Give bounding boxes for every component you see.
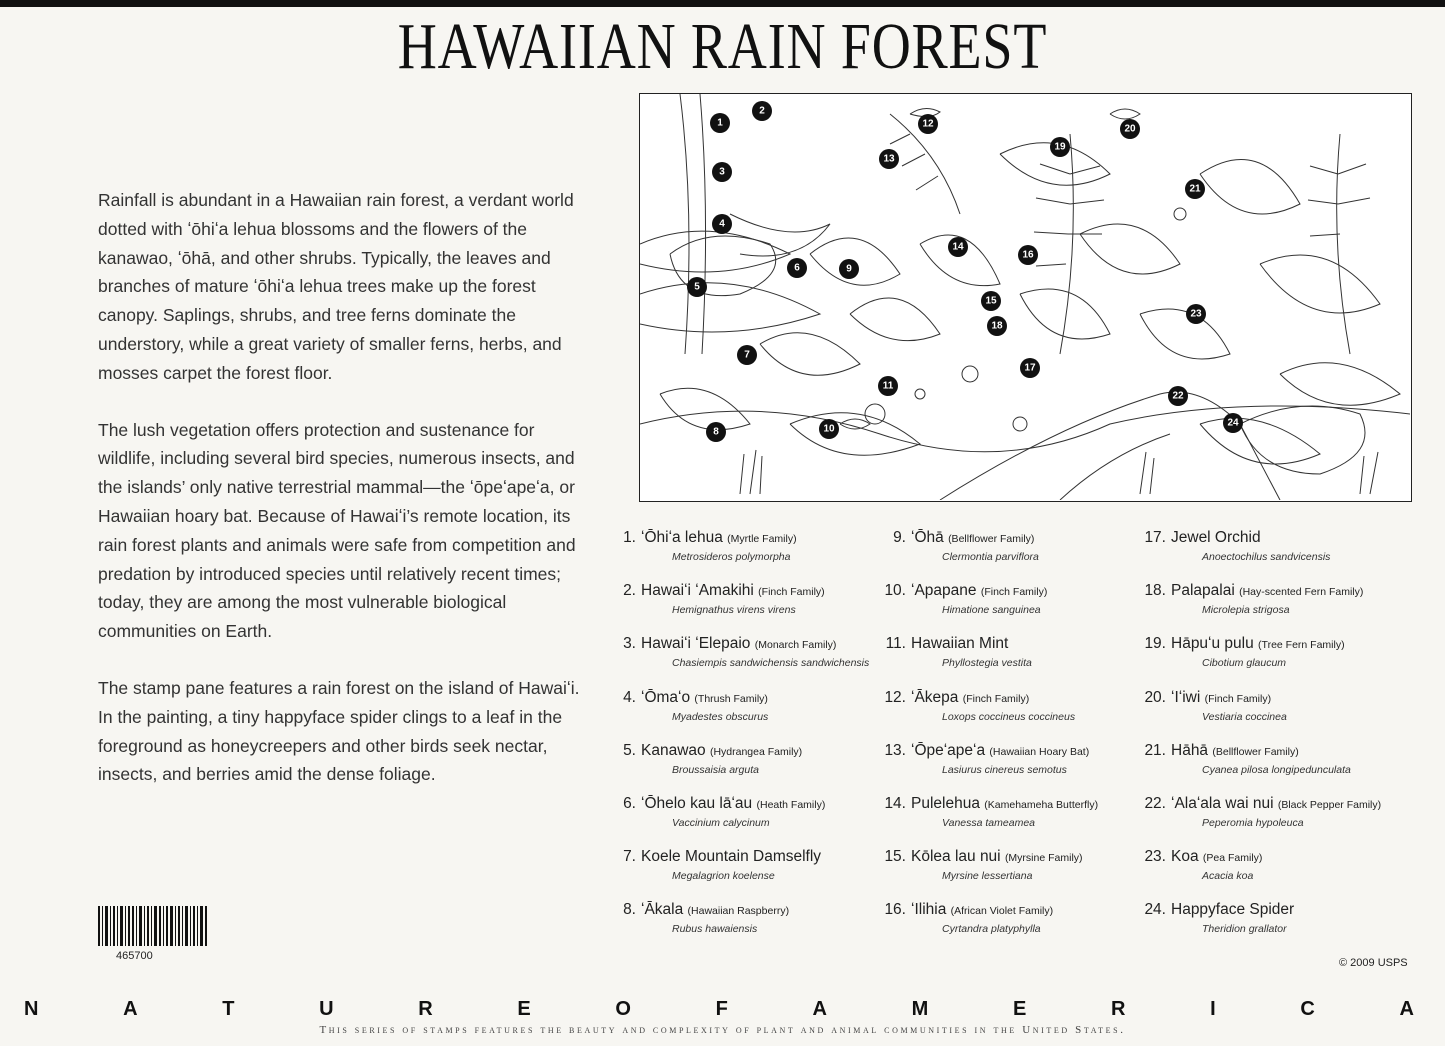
svg-text:23: 23 (1190, 308, 1202, 320)
marker-8 (706, 422, 726, 442)
legend-item (1130, 794, 1381, 847)
legend-name: Kanawao (641, 741, 706, 759)
legend-item (870, 794, 1098, 847)
marker-12 (918, 114, 938, 134)
svg-text:3: 3 (719, 166, 725, 178)
marker-24 (1223, 413, 1243, 433)
legend-latin: Theridion grallator (1202, 923, 1287, 936)
legend-name: Koele Mountain Damselfly (641, 848, 822, 866)
legend-latin: Lasiurus cinereus semotus (942, 763, 1067, 776)
series-letter: A (123, 998, 138, 1020)
legend-name: Hāpuʻu pulu (1171, 635, 1254, 653)
forest-line-drawing (640, 94, 1410, 500)
legend-family: (Monarch Family) (754, 639, 837, 652)
legend-item (870, 847, 1098, 900)
page-title: HAWAIIAN RAIN FOREST (397, 10, 1048, 83)
legend-family: (Hydrangea Family) (709, 745, 803, 758)
legend-item (600, 794, 869, 847)
legend-latin: Loxops coccineus coccineus (942, 710, 1076, 723)
series-letter: F (715, 998, 728, 1020)
series-letter: I (1210, 998, 1216, 1020)
series-letter: C (1300, 998, 1315, 1020)
intro-text (98, 186, 583, 817)
legend-number: 24. (1144, 901, 1166, 919)
marker-9 (839, 259, 859, 279)
legend-latin: Hemignathus virens virens (672, 604, 796, 617)
series-letter: M (911, 998, 929, 1020)
legend-latin: Cyanea pilosa longipedunculata (1202, 763, 1351, 776)
legend-family: (African Violet Family) (950, 905, 1054, 918)
marker-10 (819, 419, 839, 439)
legend-number: 16. (884, 901, 906, 919)
legend-latin: Broussaisia arguta (672, 763, 759, 776)
legend-latin: Acacia koa (1202, 870, 1254, 883)
marker-18 (987, 316, 1007, 336)
series-letter: A (1399, 998, 1414, 1020)
series-letter: A (812, 998, 827, 1020)
legend-number: 22. (1144, 794, 1166, 812)
legend-number: 18. (1144, 582, 1166, 600)
legend-latin: Myrsine lessertiana (942, 870, 1033, 883)
svg-text:18: 18 (991, 320, 1003, 332)
legend-name: ʻAlaʻala wai nui (1171, 794, 1274, 812)
svg-text:9: 9 (846, 263, 852, 275)
legend-latin: Vestiaria coccinea (1202, 710, 1287, 723)
intro-paragraph-1: Rainfall is abundant in a Hawaiian rain forest, a verdant world dotted with ʻōhiʻa lehua blossoms and the flowers of the kanawao, ʻōhā, and other shrubs. Typically, the leaves and branches of mature ʻōhiʻa lehua trees make up the forest canopy. Saplings, shrubs, and tree ferns dominate the understory, while a great variety of smaller ferns, herbs, and mosses carpet the forest floor. (98, 190, 574, 383)
legend-name: Happyface Spider (1171, 901, 1295, 919)
series-title (24, 998, 1414, 1021)
svg-text:13: 13 (883, 153, 895, 165)
legend-item (1130, 528, 1381, 581)
svg-text:11: 11 (882, 380, 894, 392)
legend-number: 3. (623, 635, 636, 653)
legend-latin: Anoectochilus sandvicensis (1202, 551, 1331, 563)
legend-column-1 (600, 528, 869, 954)
svg-text:14: 14 (952, 241, 964, 253)
svg-text:7: 7 (744, 349, 750, 361)
barcode-number: 465700 (116, 950, 153, 962)
legend-family: (Pea Family) (1202, 852, 1263, 865)
legend-item (1130, 741, 1381, 794)
marker-5 (687, 277, 707, 297)
legend-family: (Kamehameha Butterfly) (984, 798, 1099, 811)
svg-text:17: 17 (1024, 362, 1036, 374)
legend-number: 17. (1144, 529, 1166, 546)
legend-family: (Black Pepper Family) (1277, 798, 1382, 811)
svg-text:1: 1 (717, 117, 723, 129)
legend-name: ʻŌhelo kau lāʻau (641, 794, 753, 812)
svg-text:4: 4 (719, 218, 725, 230)
legend-number: 23. (1144, 848, 1166, 866)
top-border (0, 0, 1445, 7)
legend-number: 7. (623, 848, 636, 866)
legend-name: Palapalai (1171, 582, 1235, 600)
marker-4 (712, 214, 732, 234)
legend-name: Koa (1171, 848, 1199, 866)
marker-20 (1120, 119, 1140, 139)
series-letter: T (222, 998, 235, 1020)
legend-latin: Phyllostegia vestita (942, 657, 1032, 670)
series-letter: E (517, 998, 531, 1020)
legend-name: Hawaiian Mint (911, 635, 1009, 653)
svg-text:15: 15 (985, 295, 997, 307)
legend-name: ʻŌhā (911, 529, 944, 546)
series-letter: R (1111, 998, 1126, 1020)
svg-text:16: 16 (1022, 249, 1034, 261)
legend-name: Hāhā (1171, 741, 1209, 759)
legend-name: ʻĀkala (641, 901, 684, 919)
legend-name: Kōlea lau nui (911, 848, 1001, 866)
copyright-notice: © 2009 USPS (1339, 957, 1408, 969)
legend-number: 21. (1144, 741, 1166, 759)
series-letter: O (615, 998, 631, 1020)
marker-3 (712, 162, 732, 182)
legend-item (600, 900, 869, 953)
svg-text:19: 19 (1054, 141, 1066, 153)
legend-name: ʻĀkepa (911, 688, 959, 706)
marker-19 (1050, 137, 1070, 157)
legend-latin: Himatione sanguinea (942, 604, 1041, 617)
intro-paragraph-3: The stamp pane features a rain forest on the island of Hawaiʻi. In the painting, a tiny happyface spider clings to a leaf in the foreground as honeycreepers and other birds seek nectar, insects, and berries amid the dense foliage. (98, 677, 580, 785)
legend-number: 6. (623, 794, 636, 812)
legend-item (1130, 847, 1381, 900)
legend-name: Hawaiʻi ʻAmakihi (641, 582, 754, 600)
legend-item (870, 688, 1098, 741)
legend-family: (Finch Family) (980, 586, 1048, 599)
legend-number: 15. (884, 848, 906, 866)
legend-family: (Finch Family) (962, 692, 1030, 705)
legend-family: (Finch Family) (758, 586, 825, 599)
legend-latin: Cibotium glaucum (1202, 657, 1287, 670)
legend-number: 5. (623, 741, 636, 759)
series-letter: E (1013, 998, 1027, 1020)
legend-family: (Hay-scented Fern Family) (1239, 586, 1364, 599)
series-letter: N (24, 998, 39, 1020)
legend-family: (Hawaiian Raspberry) (687, 905, 790, 918)
legend-item (600, 528, 869, 581)
legend-number: 20. (1144, 688, 1166, 706)
legend-item (600, 688, 869, 741)
marker-11 (878, 376, 898, 396)
legend-number: 11. (885, 635, 906, 653)
legend-family: (Finch Family) (1204, 692, 1272, 705)
marker-22 (1168, 386, 1188, 406)
legend-item (870, 634, 1098, 687)
legend-item (1130, 688, 1381, 741)
legend-latin: Vaccinium calycinum (672, 816, 770, 829)
legend-item (1130, 581, 1381, 634)
legend-item (870, 741, 1098, 794)
marker-23 (1186, 304, 1206, 324)
legend-family: (Bellflower Family) (948, 533, 1035, 545)
legend-item (600, 847, 869, 900)
series-letter: R (418, 998, 433, 1020)
legend-latin: Peperomia hypoleuca (1202, 816, 1304, 829)
legend-number: 2. (623, 582, 636, 600)
legend-latin: Megalagrion koelense (672, 870, 775, 883)
legend-latin: Microlepia strigosa (1202, 604, 1290, 617)
legend-column-2 (870, 528, 1098, 954)
marker-17 (1020, 358, 1040, 378)
svg-text:21: 21 (1189, 183, 1201, 195)
svg-text:8: 8 (713, 426, 719, 438)
legend-latin: Cyrtandra platyphylla (942, 923, 1041, 936)
marker-7 (737, 345, 757, 365)
svg-text:5: 5 (694, 281, 700, 293)
series-tagline: This series of stamps features the beauty and complexity of plant and animal communities in the United States. (319, 1024, 1126, 1036)
legend-number: 8. (623, 901, 636, 919)
legend-name: Jewel Orchid (1171, 529, 1261, 546)
rain-forest-illustration (639, 93, 1412, 502)
legend-family: (Myrtle Family) (727, 533, 797, 545)
legend-latin: Metrosideros polymorpha (672, 551, 791, 563)
svg-text:10: 10 (823, 423, 835, 435)
legend-latin: Rubus hawaiensis (672, 923, 758, 936)
legend-name: ʻŌhiʻa lehua (641, 529, 723, 546)
legend-item (600, 634, 869, 687)
legend-number: 14. (884, 794, 906, 812)
marker-16 (1018, 245, 1038, 265)
legend-item (870, 528, 1098, 581)
legend-name: ʻIlihia (911, 901, 947, 919)
legend-latin: Chasiempis sandwichensis sandwichensis (672, 657, 870, 670)
svg-text:6: 6 (794, 262, 800, 274)
legend-number: 9. (893, 529, 906, 546)
legend-name: ʻŌmaʻo (641, 688, 691, 706)
legend-family: (Thrush Family) (694, 692, 768, 705)
legend-name: Pulelehua (911, 794, 980, 812)
marker-1 (710, 113, 730, 133)
legend-item (870, 581, 1098, 634)
legend-latin: Clermontia parviflora (942, 551, 1039, 563)
legend-name: Hawaiʻi ʻElepaio (641, 635, 751, 653)
barcode (98, 906, 208, 946)
legend-number: 1. (623, 529, 636, 546)
svg-text:22: 22 (1172, 390, 1184, 402)
legend-number: 13. (884, 741, 906, 759)
marker-14 (948, 237, 968, 257)
legend-family: (Heath Family) (756, 798, 826, 811)
marker-6 (787, 258, 807, 278)
legend-column-3 (1130, 528, 1381, 954)
marker-13 (879, 149, 899, 169)
svg-text:24: 24 (1227, 417, 1239, 429)
svg-text:20: 20 (1124, 123, 1136, 135)
legend-number: 12. (884, 688, 906, 706)
legend-latin: Vanessa tameamea (942, 816, 1035, 829)
legend-number: 10. (884, 582, 906, 600)
legend-family: (Bellflower Family) (1212, 745, 1299, 758)
legend-number: 19. (1144, 635, 1166, 653)
legend-family: (Hawaiian Hoary Bat) (989, 745, 1090, 758)
legend-family: (Myrsine Family) (1004, 852, 1083, 865)
series-letter: U (319, 998, 334, 1020)
legend-item (1130, 900, 1381, 953)
svg-text:12: 12 (922, 118, 934, 130)
legend-item (600, 581, 869, 634)
intro-paragraph-2: The lush vegetation offers protection and sustenance for wildlife, including several bird species, numerous insects, and the islands’ only native terrestrial mammal—the ʻōpeʻapeʻa, or Hawaiian hoary bat. Because of Hawaiʻi’s remote location, its rain forest plants and animals were safe from competition and predation by introduced species until relatively recent times; today, they are among the most vulnerable biological communities on Earth. (98, 419, 576, 642)
marker-2 (752, 101, 772, 121)
legend-name: ʻIʻiwi (1171, 688, 1201, 706)
legend-name: ʻŌpeʻapeʻa (911, 741, 986, 759)
legend-name: ʻApapane (911, 582, 977, 600)
svg-text:2: 2 (759, 105, 765, 117)
legend-item (870, 900, 1098, 953)
legend-item (600, 741, 869, 794)
legend-number: 4. (623, 688, 636, 706)
legend-latin: Myadestes obscurus (672, 710, 769, 723)
legend-item (1130, 634, 1381, 687)
marker-15 (981, 291, 1001, 311)
marker-21 (1185, 179, 1205, 199)
legend-family: (Tree Fern Family) (1258, 639, 1345, 652)
